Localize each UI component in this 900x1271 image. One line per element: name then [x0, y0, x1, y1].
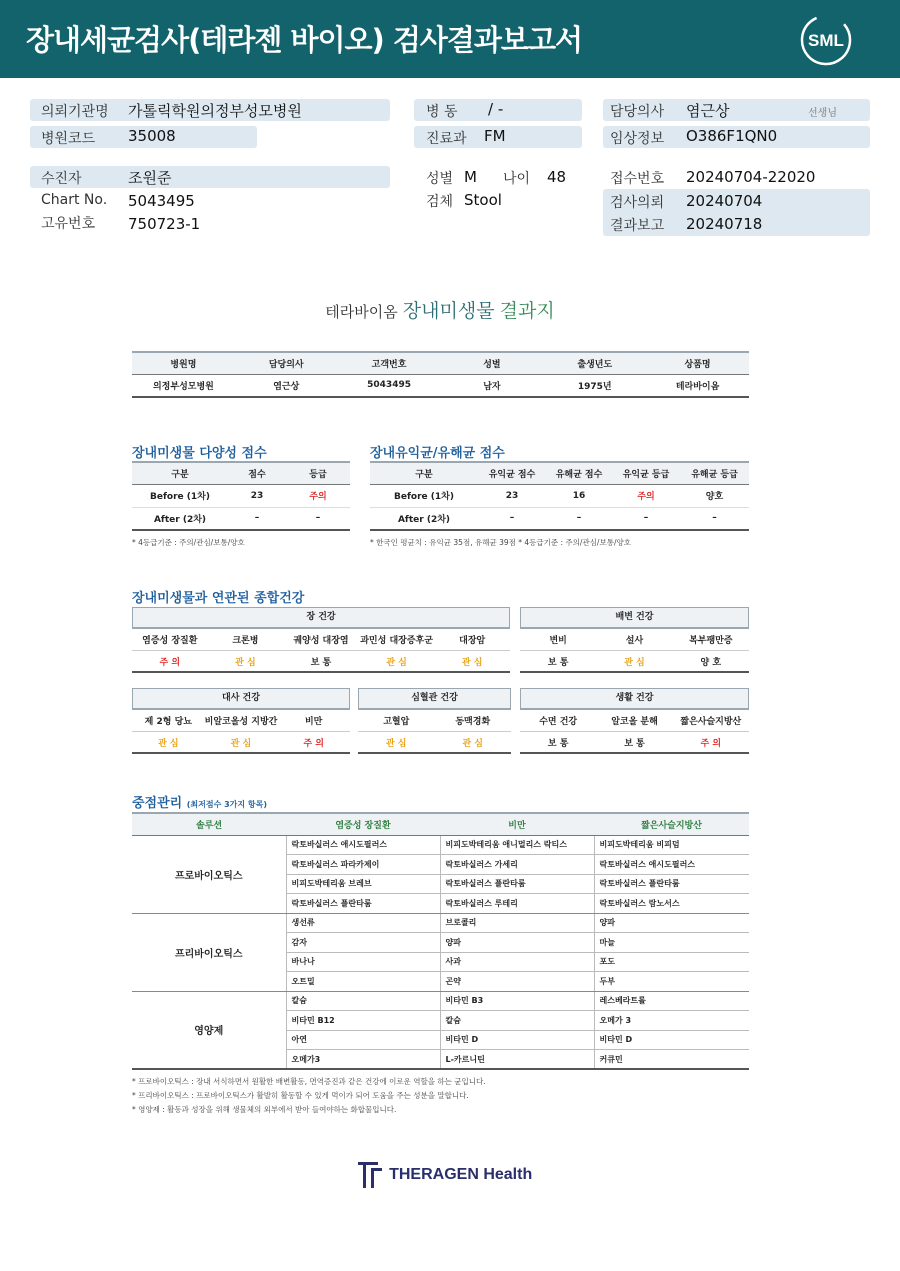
health-grade-row [520, 651, 749, 673]
focus-header-row [132, 813, 749, 835]
focus-item: 락토바실러스 가세리 [440, 855, 594, 875]
focus-item: 락토바실러스 플란타룸 [286, 894, 440, 914]
diversity-header: 점수 [248, 469, 266, 480]
summary-table [132, 351, 749, 398]
focus-item: 감자 [286, 933, 440, 953]
diversity-cell: – [315, 513, 321, 524]
hospital-code-value: 35008 [128, 127, 176, 145]
sex-value: M [464, 168, 477, 186]
health-item: 짧은사슬지방산 [680, 717, 742, 727]
health-item-row [358, 710, 511, 732]
health-item-row [132, 710, 350, 732]
summary-cell: 의정부성모병원 [152, 381, 214, 392]
table-row [370, 484, 749, 507]
focus-header: 비만 [440, 813, 594, 835]
focus-item: 아연 [286, 1030, 440, 1050]
focus-item: 비타민 D [594, 1030, 749, 1050]
health-item-row [520, 710, 749, 732]
focus-item: 양파 [440, 933, 594, 953]
beneficial-cell: 23 [505, 490, 519, 501]
focus-item: 칼슘 [286, 991, 440, 1011]
focus-item: 락토바실러스 애시도필러스 [594, 855, 749, 875]
health-grade-row [132, 651, 510, 673]
focus-item: 오메가 3 [594, 1011, 749, 1031]
cardio-health-box [358, 688, 511, 754]
summary-cell: 테라바이옴 [675, 381, 720, 392]
health-grade: 관 심 [158, 738, 179, 749]
health-grade: 보 통 [310, 657, 332, 668]
summary-header: 담당의사 [268, 359, 304, 370]
beneficial-cell: 주의 [637, 492, 655, 502]
table-row [132, 913, 749, 933]
health-title: 장내미생물과 연관된 종합건강 [132, 591, 305, 606]
health-item: 비알코올성 지방간 [204, 717, 278, 727]
table-row [132, 835, 749, 855]
focus-item: 비타민 B12 [286, 1011, 440, 1031]
health-item: 대장암 [459, 636, 486, 646]
diversity-note: * 4등급기준 : 주의/관심/보통/양호 [132, 538, 245, 547]
svg-text:SML: SML [808, 31, 844, 50]
sex-label: 성별 [426, 171, 454, 187]
focus-item: 양파 [594, 913, 749, 933]
focus-subtitle: (최저점수 3가지 항목) [186, 800, 268, 809]
summary-cell: 1975년 [577, 381, 612, 392]
specimen-value: Stool [464, 191, 502, 209]
summary-cell: 염근상 [273, 381, 300, 392]
bowel-health-box [520, 607, 749, 673]
receipt-value: 20240704-22020 [686, 168, 816, 186]
health-item-row [132, 629, 510, 651]
focus-item: 비피도박테리움 브레브 [286, 874, 440, 894]
health-item: 복부팽만증 [689, 636, 733, 646]
institution-value: 가톨릭학원의정부성모병원 [128, 102, 302, 120]
health-item: 설사 [625, 636, 644, 646]
beneficial-header: 유익균 등급 [622, 469, 670, 480]
health-grade: 관 심 [624, 657, 645, 668]
focus-item: 락토바실러스 플란타룸 [440, 874, 594, 894]
health-grade: 관 심 [385, 738, 407, 749]
focus-item: 락토바실러스 파라카제이 [286, 855, 440, 875]
summary-header: 성별 [483, 359, 501, 370]
focus-item: 락토바실러스 애시도필러스 [286, 835, 440, 855]
beneficial-cell: – [509, 513, 515, 524]
report-date-value: 20240718 [686, 215, 763, 233]
diversity-header: 구분 [171, 469, 189, 480]
diversity-cell: After (2차) [153, 514, 207, 525]
life-health-box [520, 688, 749, 754]
patient-label: 수진자 [41, 171, 82, 187]
health-grade: 양 호 [700, 657, 722, 668]
receipt-label: 접수번호 [610, 171, 665, 187]
health-grade: 주 의 [159, 657, 181, 668]
health-group-title: 장 건강 [132, 607, 510, 629]
focus-item: 칼슘 [440, 1011, 594, 1031]
focus-item: 바나나 [286, 952, 440, 972]
health-item: 변비 [549, 636, 567, 646]
focus-header: 염증성 장질환 [286, 813, 440, 835]
result-title-suffix: 결과지 [499, 300, 555, 322]
health-grade-row [132, 732, 350, 754]
result-title-prefix: 테라바이옴 [325, 303, 398, 321]
chart-label: Chart No. [41, 192, 108, 208]
institution-label: 의뢰기관명 [41, 104, 109, 120]
focus-category: 영양제 [132, 991, 286, 1069]
doctor-value: 염근상 [686, 102, 730, 120]
beneficial-header: 구분 [415, 469, 433, 480]
theragen-brand: THERAGEN Health [389, 1166, 533, 1183]
focus-item: 오트밀 [286, 972, 440, 992]
summary-cell: 남자 [483, 381, 501, 392]
health-item: 염증성 장질환 [142, 636, 198, 646]
beneficial-cell: – [576, 513, 582, 524]
health-grade-row [520, 732, 749, 754]
sml-logo-icon [800, 14, 852, 66]
focus-note-1: * 프로바이오틱스 : 장내 서식하면서 원활한 배변활동, 면역증진과 같은 건강에 이로운 역할을 하는 균입니다. [132, 1077, 486, 1086]
chart-value: 5043495 [128, 192, 195, 210]
age-label: 나이 [503, 171, 531, 187]
beneficial-title: 장내유익균/유해균 점수 [370, 446, 505, 461]
header-bar [0, 0, 900, 78]
beneficial-header: 유익균 점수 [488, 469, 536, 480]
theragen-mark-icon [358, 1160, 384, 1190]
focus-item: 비타민 B3 [440, 991, 594, 1011]
health-item: 수면 건강 [539, 717, 578, 727]
table-row [132, 484, 350, 507]
ward-value: / - [488, 100, 504, 118]
focus-item: 비피도박테리움 애니멀리스 락티스 [440, 835, 594, 855]
beneficial-cell: Before (1차) [394, 492, 454, 502]
focus-item: 브로콜리 [440, 913, 594, 933]
clinical-label: 임상정보 [610, 131, 665, 147]
summary-cell: 5043495 [367, 380, 411, 391]
summary-header: 상품명 [684, 359, 711, 370]
health-grade: 관 심 [462, 738, 484, 749]
health-grade: 보 통 [624, 738, 645, 749]
focus-item: 포도 [594, 952, 749, 972]
focus-item: 두부 [594, 972, 749, 992]
health-item: 궤양성 대장염 [293, 636, 349, 646]
beneficial-cell: 양호 [705, 492, 724, 502]
health-group-title: 배변 건강 [520, 607, 749, 629]
focus-item: 비피도박테리움 비피덤 [594, 835, 749, 855]
focus-item: 사과 [440, 952, 594, 972]
dept-label: 진료과 [426, 131, 467, 147]
focus-item: 마늘 [594, 933, 749, 953]
focus-header: 솔루션 [132, 813, 286, 835]
focus-item: 오메가3 [286, 1050, 440, 1070]
focus-item: 곤약 [440, 972, 594, 992]
table-row [132, 991, 749, 1011]
summary-header: 출생년도 [577, 359, 613, 370]
health-item: 크론병 [232, 636, 259, 646]
health-item: 제 2형 당뇨 [144, 717, 192, 727]
ward-label: 병 동 [426, 104, 458, 120]
diversity-table [132, 461, 350, 531]
summary-header: 병원명 [170, 359, 197, 370]
report-date-label: 결과보고 [610, 218, 665, 234]
doctor-label: 담당의사 [610, 104, 665, 120]
focus-item: 커큐민 [594, 1050, 749, 1070]
health-item: 동맥경화 [455, 717, 491, 727]
focus-title [132, 792, 267, 811]
beneficial-header: 유해균 점수 [555, 469, 603, 480]
health-grade: 주 의 [303, 738, 324, 749]
dept-value: FM [484, 127, 506, 145]
table-row [370, 507, 749, 530]
focus-header: 짧은사슬지방산 [594, 813, 749, 835]
beneficial-cell: After (2차) [397, 514, 451, 525]
result-title-main: 장내미생물 [402, 300, 495, 322]
doctor-suffix: 선생님 [808, 108, 837, 119]
beneficial-table [370, 461, 749, 531]
request-label: 검사의뢰 [610, 195, 665, 211]
health-item: 알코올 분해 [611, 717, 658, 727]
health-grade-row [358, 732, 511, 754]
id-label: 고유번호 [41, 216, 96, 232]
diversity-cell: 23 [250, 490, 264, 501]
focus-item: 생선류 [286, 913, 440, 933]
beneficial-cell: 16 [572, 490, 586, 501]
hospital-code-label: 병원코드 [41, 131, 96, 147]
focus-note-2: * 프리바이오틱스 : 프로바이오틱스가 활발히 활동할 수 있게 먹이가 되어 도움을 주는 성분을 말합니다. [132, 1091, 469, 1100]
focus-item: 락토바실러스 플란타룸 [594, 874, 749, 894]
diversity-header: 등급 [309, 469, 327, 480]
health-grade: 주 의 [700, 738, 722, 749]
report-title: 장내세균검사(테라젠 바이오) 검사결과보고서 [26, 23, 582, 57]
focus-category: 프리바이오틱스 [132, 913, 286, 991]
health-item-row [520, 629, 749, 651]
focus-title-text: 중점관리 [132, 796, 183, 811]
focus-item: 비타민 D [440, 1030, 594, 1050]
focus-category: 프로바이오틱스 [132, 835, 286, 913]
table-row [132, 507, 350, 530]
health-grade: 관 심 [386, 657, 407, 668]
beneficial-cell: – [712, 513, 717, 524]
health-grade: 보 통 [547, 657, 569, 668]
health-grade: 보 통 [547, 738, 569, 749]
beneficial-header: 유해균 등급 [691, 469, 738, 480]
focus-item: 락토바실러스 루테리 [440, 894, 594, 914]
id-value: 750723-1 [128, 215, 201, 233]
metabolic-health-box [132, 688, 350, 754]
health-item: 과민성 대장증후군 [360, 636, 433, 646]
focus-note-3: * 영양제 : 활동과 성장을 위해 생물체의 외부에서 받아 들여야하는 화합물입니다. [132, 1105, 397, 1114]
theragen-logo [358, 1160, 532, 1190]
specimen-label: 검체 [426, 194, 454, 210]
patient-value: 조원준 [128, 169, 172, 187]
summary-header: 고객번호 [371, 359, 407, 370]
focus-item: 락토바실러스 람노서스 [594, 894, 749, 914]
request-value: 20240704 [686, 192, 763, 210]
diversity-cell: Before (1차) [150, 492, 210, 502]
focus-item: L-카르니틴 [440, 1050, 594, 1070]
health-group-title: 심혈관 건강 [358, 688, 511, 710]
gut-health-box [132, 607, 510, 673]
focus-item: 레스베라트롤 [594, 991, 749, 1011]
age-value: 48 [547, 168, 567, 186]
health-grade: 관 심 [235, 657, 256, 668]
diversity-title: 장내미생물 다양성 점수 [132, 446, 267, 461]
result-title [0, 296, 880, 323]
beneficial-cell: – [643, 513, 649, 524]
health-grade: 관 심 [461, 657, 483, 668]
beneficial-note: * 한국인 평균치 : 유익균 35점, 유해균 39점 * 4등급기준 : 주의/관심/보통/양호 [370, 538, 631, 547]
health-item: 고혈압 [383, 717, 410, 727]
health-grade: 관 심 [230, 738, 252, 749]
health-item: 비만 [304, 717, 323, 727]
health-group-title: 대사 건강 [132, 688, 350, 710]
focus-table [132, 812, 749, 1070]
diversity-cell: – [254, 513, 260, 524]
clinical-value: O386F1QN0 [686, 127, 778, 145]
diversity-cell: 주의 [309, 492, 327, 502]
health-group-title: 생활 건강 [520, 688, 749, 710]
